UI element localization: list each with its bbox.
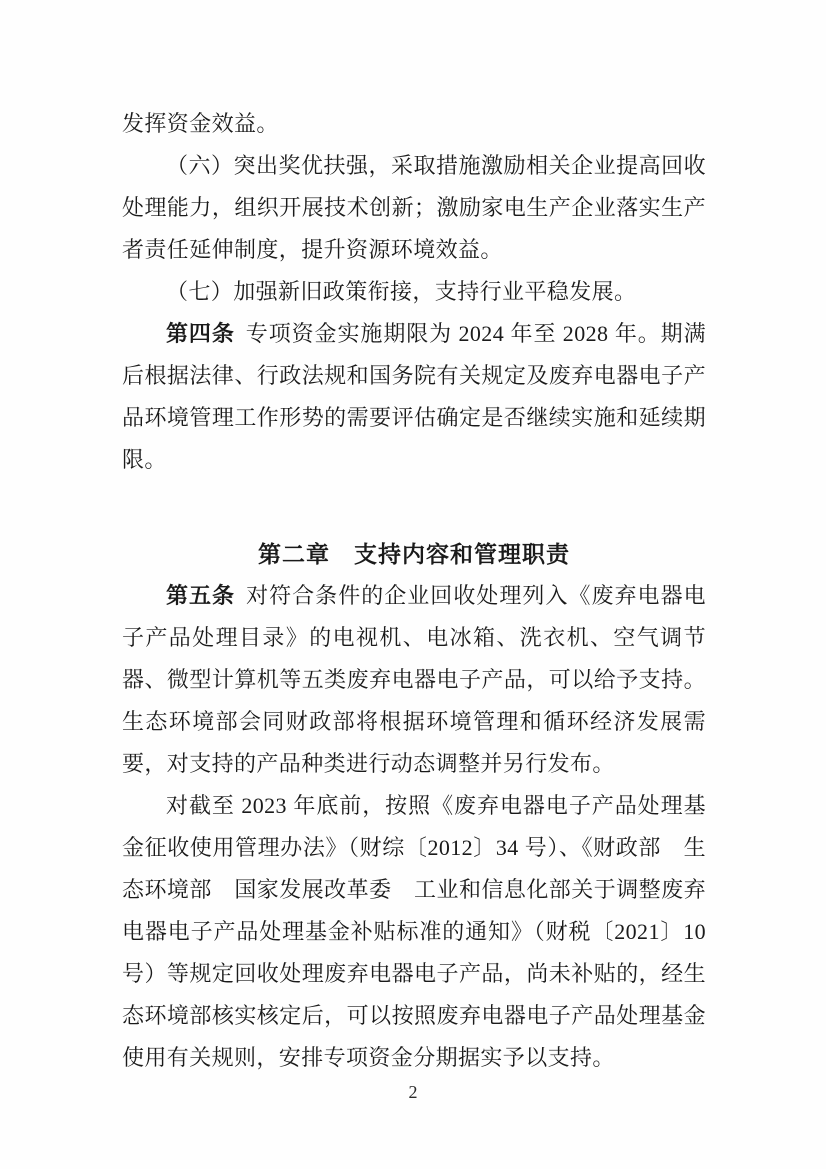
paragraph-clause-7: （七）加强新旧政策衔接，支持行业平稳发展。: [166, 279, 637, 304]
article-5-label: 第五条: [166, 583, 236, 608]
paragraph-article-5: [122, 575, 706, 785]
chapter-2-heading: 第二章 支持内容和管理职责: [258, 541, 570, 567]
document-body: [122, 103, 706, 1079]
article-4-text: 专项资金实施期限为 2024 年至 2028 年。期满后根据法律、行政法规和国务院有关规定及废弃电器电子产品环境管理工作形势的需要评估确定是否继续实施和延续期限。: [122, 321, 706, 472]
paragraph-retroactive-support: 对截至 2023 年底前，按照《废弃电器电子产品处理基金征收使用管理办法》（财综〔2012〕34 号）、《财政部 生态环境部 国家发展改革委 工业和信息化部关于调整废弃电器电子产品处理基金补贴标准的通知》（财税〔2021〕10 号）等规定回收处理废弃电器电子产品，尚未补贴的，经生态环境部核实核定后，可以按照废弃电器电子产品处理基金使用有关规则，安排专项资金分期据实予以支持。: [122, 793, 706, 1070]
paragraph-clause-6: （六）突出奖优扶强，采取措施激励相关企业提高回收处理能力，组织开展技术创新；激励家电生产企业落实生产者责任延伸制度，提升资源环境效益。: [122, 153, 706, 262]
paragraph-continuation: 发挥资金效益。: [122, 111, 279, 136]
article-5-text: 对符合条件的企业回收处理列入《废弃电器电子产品处理目录》的电视机、电冰箱、洗衣机、空气调节器、微型计算机等五类废弃电器电子产品，可以给予支持。生态环境部会同财政部将根据环境管理和循环经济发展需要，对支持的产品种类进行动态调整并另行发布。: [122, 583, 706, 776]
article-4-label: 第四条: [166, 321, 235, 346]
paragraph-article-4: [122, 313, 706, 481]
page-number: 2: [408, 1082, 418, 1102]
